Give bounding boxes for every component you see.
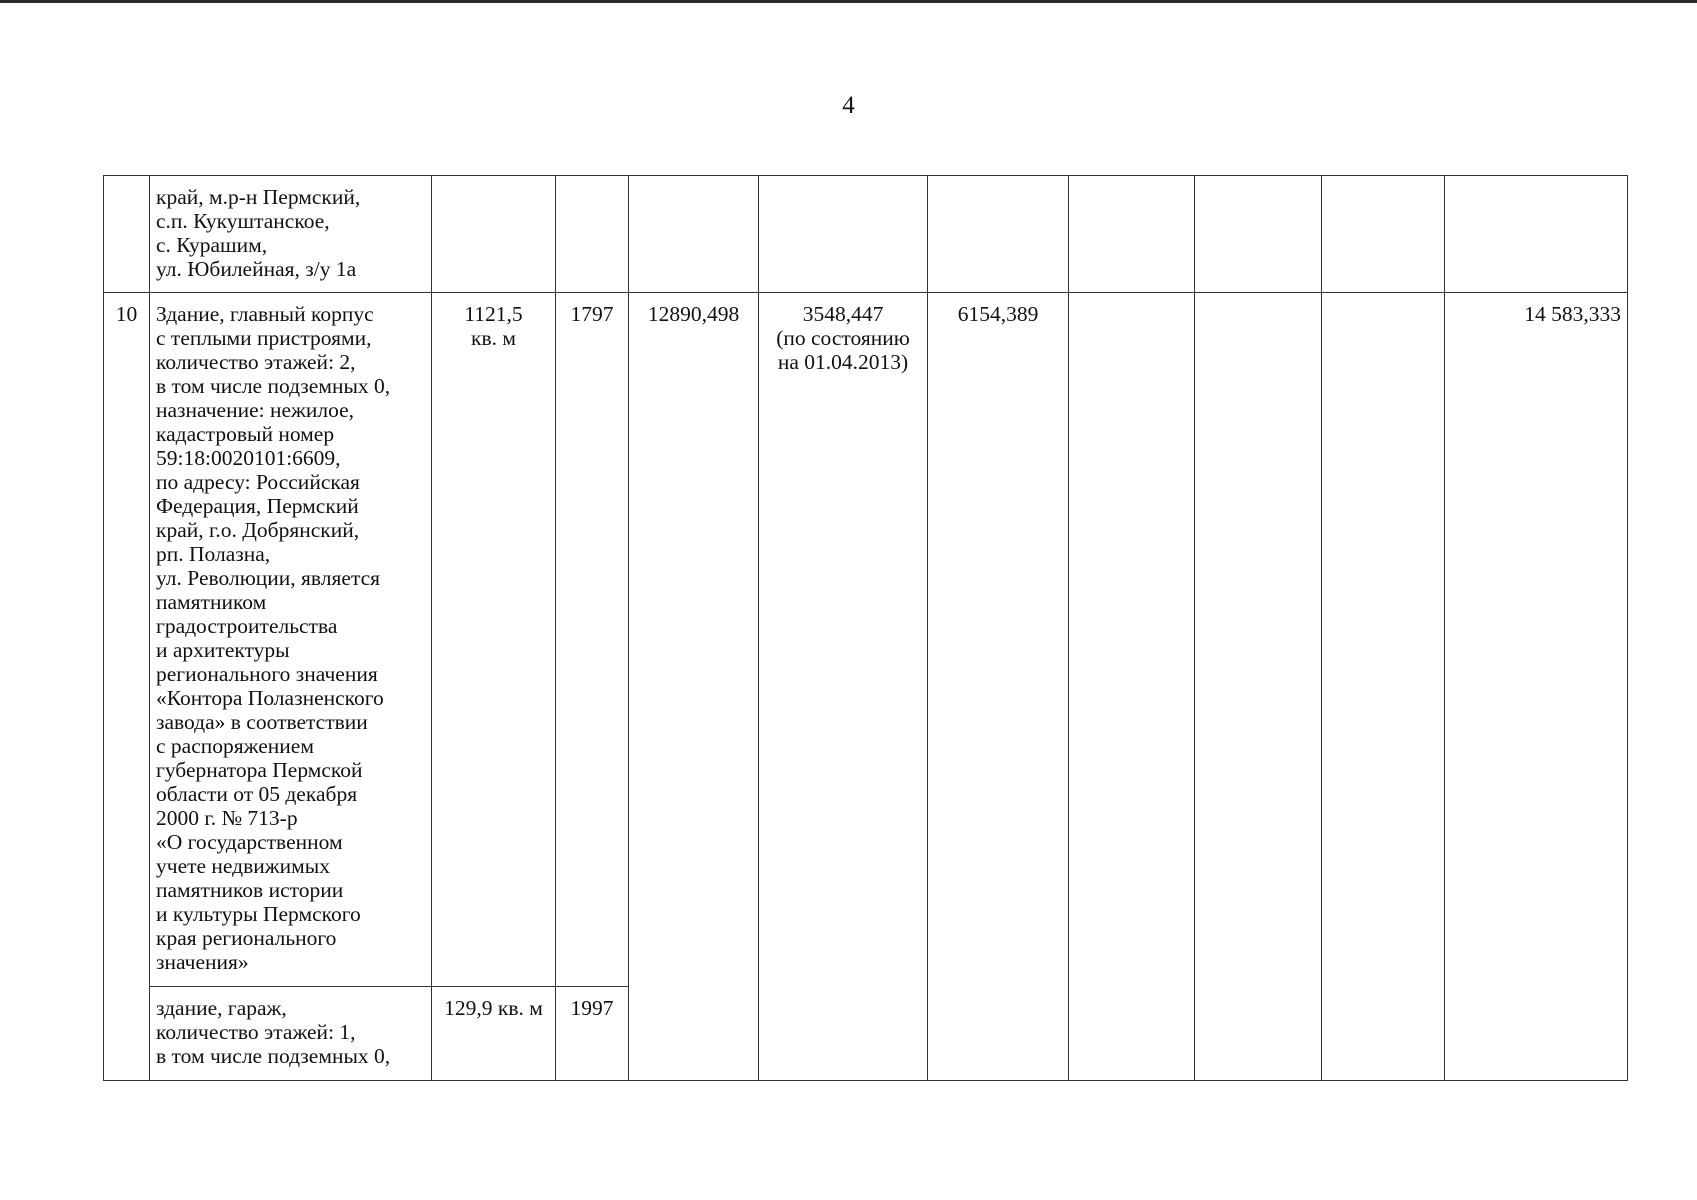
cell-value-2: 3548,447 (по состоянию на 01.04.2013) (759, 293, 928, 1081)
cell-value-4 (1069, 293, 1195, 1081)
cell-row-number: 10 (104, 293, 150, 1081)
cell-value-1 (629, 176, 759, 293)
cell-area (432, 176, 556, 293)
cell-value-4 (1069, 176, 1195, 293)
cell-value-2 (759, 176, 928, 293)
table-row-continuation (104, 176, 1628, 293)
cell-year (556, 176, 629, 293)
cell-value-5 (1195, 176, 1322, 293)
cell-value-1: 12890,498 (629, 293, 759, 1081)
cell-value-7 (1445, 176, 1628, 293)
table-row-10-main (104, 293, 1628, 987)
cell-value-6 (1322, 176, 1445, 293)
cell-main-building-year: 1797 (556, 293, 629, 987)
cell-value-3 (928, 176, 1069, 293)
page-number: 4 (842, 92, 855, 119)
cell-number (104, 176, 150, 293)
cell-garage-year: 1997 (556, 987, 629, 1081)
property-table (103, 175, 1628, 1081)
cell-garage-description: здание, гараж, количество этажей: 1, в том числе подземных 0, (150, 987, 432, 1081)
cell-value-7: 14 583,333 (1445, 293, 1628, 1081)
cell-description: край, м.р-н Пермский, с.п. Кукуштанское, с. Курашим, ул. Юбилейная, з/у 1а (150, 176, 432, 293)
cell-value-3: 6154,389 (928, 293, 1069, 1081)
cell-value-5 (1195, 293, 1322, 1081)
cell-garage-area: 129,9 кв. м (432, 987, 556, 1081)
cell-main-building-area: 1121,5 кв. м (432, 293, 556, 987)
cell-value-6 (1322, 293, 1445, 1081)
cell-main-building-description: Здание, главный корпус с теплыми пристроями, количество этажей: 2, в том числе подземных 0, назначение: нежилое, кадастровый номер 59:18:0020101:6609, по адресу: Российская Федерация, Пермский край, г.о. Добрянский, рп. Полазна, ул. Революции, является памятником градостроительства и архитектуры регионального значения «Контора Полазненского завода» в соответствии с распоряжением губернатора Пермской области от 05 декабря 2000 г. № 713-р «О государственном учете недвижимых памятников истории и культуры Пермского края регионального значения» (150, 293, 432, 987)
scan-top-edge (0, 0, 1697, 3)
